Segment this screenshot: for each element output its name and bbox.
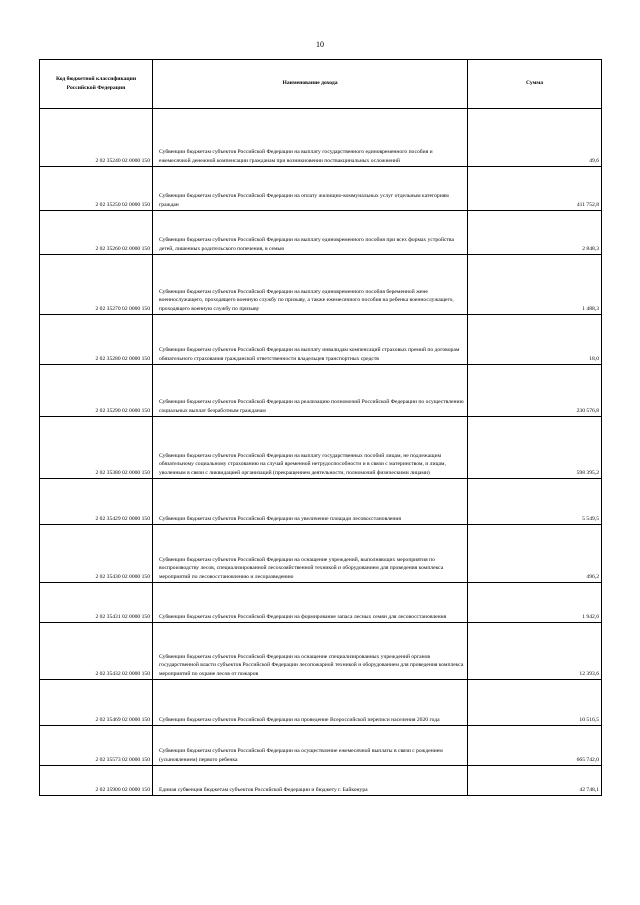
row-code: 2 02 35240 02 0000 150 [40,109,153,167]
row-code: 2 02 35431 02 0000 150 [40,583,153,623]
row-code: 2 02 35290 02 0000 150 [40,365,153,417]
row-name: Субвенции бюджетам субъектов Российской Федерации на осуществление ежемесячной выплаты в связи с рождением (усыновлением) первого ребенка [153,726,468,766]
row-sum: 18,0 [468,315,602,365]
row-code: 2 02 35260 02 0000 150 [40,211,153,255]
row-name: Субвенции бюджетам субъектов Российской Федерации на оплату жилищно-коммунальных услуг отдельным категориям граждан [153,167,468,211]
row-sum: 12 393,6 [468,623,602,680]
row-sum: 42 748,1 [468,766,602,796]
row-code: 2 02 35432 02 0000 150 [40,623,153,680]
row-name: Субвенции бюджетам субъектов Российской Федерации на выплату единовременного пособия при всех формах устройства детей, лишенных родительского попечения, в семью [153,211,468,255]
table-row [40,479,602,525]
row-code: 2 02 35430 02 0000 150 [40,525,153,583]
row-name: Субвенции бюджетам субъектов Российской Федерации на выплату единовременного пособия беременной жене военнослужащего, проходящего военную службу по призыву, а также ежемесячного пособия на ребенка военнослужащего, проходящего военную службу по призыву [153,255,468,315]
row-name: Субвенции бюджетам субъектов Российской Федерации на проведение Всероссийской переписи населения 2020 года [153,680,468,726]
row-sum: 1 488,3 [468,255,602,315]
row-code: 2 02 35250 02 0000 150 [40,167,153,211]
table-row [40,680,602,726]
row-name: Субвенции бюджетам субъектов Российской Федерации на выплату государственных пособий лицам, не подлежащим обязательному социальному страхованию на случай временной нетрудоспособности и в связи с материнством, и лицам, уволенным в связи с ликвидацией организаций (прекращением деятельности, полномочий физическими лицами) [153,417,468,479]
row-sum: 411 752,8 [468,167,602,211]
table-row [40,525,602,583]
row-sum: 496,2 [468,525,602,583]
row-code: 2 02 35469 02 0000 150 [40,680,153,726]
row-code: 2 02 35573 02 0000 150 [40,726,153,766]
table-row [40,623,602,680]
table-row [40,726,602,766]
table-row [40,211,602,255]
table-row [40,766,602,796]
row-code: 2 02 35380 02 0000 150 [40,417,153,479]
table-row [40,255,602,315]
row-sum: 49,6 [468,109,602,167]
row-sum: 665 742,0 [468,726,602,766]
page-number: 10 [316,40,324,49]
row-name: Субвенции бюджетам субъектов Российской Федерации на увеличение площади лесовосстановления [153,479,468,525]
row-sum: 5 549,5 [468,479,602,525]
row-sum: 2 848,3 [468,211,602,255]
budget-revenue-table [39,59,602,796]
row-name: Субвенции бюджетам субъектов Российской Федерации на оснащение специализированных учреждений органов государственной власти субъектов Российской Федерации лесопожарной техникой и оборудованием для проведения комплекса мероприятий по охране лесов от пожаров [153,623,468,680]
row-name: Субвенции бюджетам субъектов Российской Федерации на формирование запаса лесных семян для лесовосстановления [153,583,468,623]
row-code: 2 02 35900 02 0000 150 [40,766,153,796]
row-sum: 598 395,2 [468,417,602,479]
row-sum: 10 516,5 [468,680,602,726]
table-row [40,365,602,417]
row-code: 2 02 35429 02 0000 150 [40,479,153,525]
table-row [40,583,602,623]
row-code: 2 02 35280 02 0000 150 [40,315,153,365]
row-sum: 1 942,6 [468,583,602,623]
row-name: Субвенции бюджетам субъектов Российской Федерации на выплату инвалидам компенсаций страховых премий по договорам обязательного страхования гражданской ответственности владельцев транспортных средств [153,315,468,365]
row-name: Субвенции бюджетам субъектов Российской Федерации на оснащение учреждений, выполняющих мероприятия по воспроизводству лесов, специализированной лесохозяйственной техникой и оборудованием для проведения комплекса мероприятий по лесовосстановлению и лесоразведению [153,525,468,583]
table-row [40,315,602,365]
row-code: 2 02 35270 02 0000 150 [40,255,153,315]
row-name: Субвенции бюджетам субъектов Российской Федерации на реализацию полномочий Российской Федерации по осуществлению социальных выплат безработным гражданам [153,365,468,417]
header-sum: Сумма [468,60,602,109]
table-header-row [40,60,602,109]
row-name: Единая субвенция бюджетам субъектов Российской Федерации и бюджету г. Байконура [153,766,468,796]
table-row [40,109,602,167]
header-name: Наименование дохода [153,60,468,109]
header-code: Код бюджетной классификации Российской Федерации [40,60,153,109]
table-row [40,417,602,479]
row-name: Субвенции бюджетам субъектов Российской Федерации на выплату государственного единовременного пособия и ежемесячной денежной компенсации гражданам при возникновении поствакцинальных осложнений [153,109,468,167]
row-sum: 230 576,8 [468,365,602,417]
table-row [40,167,602,211]
